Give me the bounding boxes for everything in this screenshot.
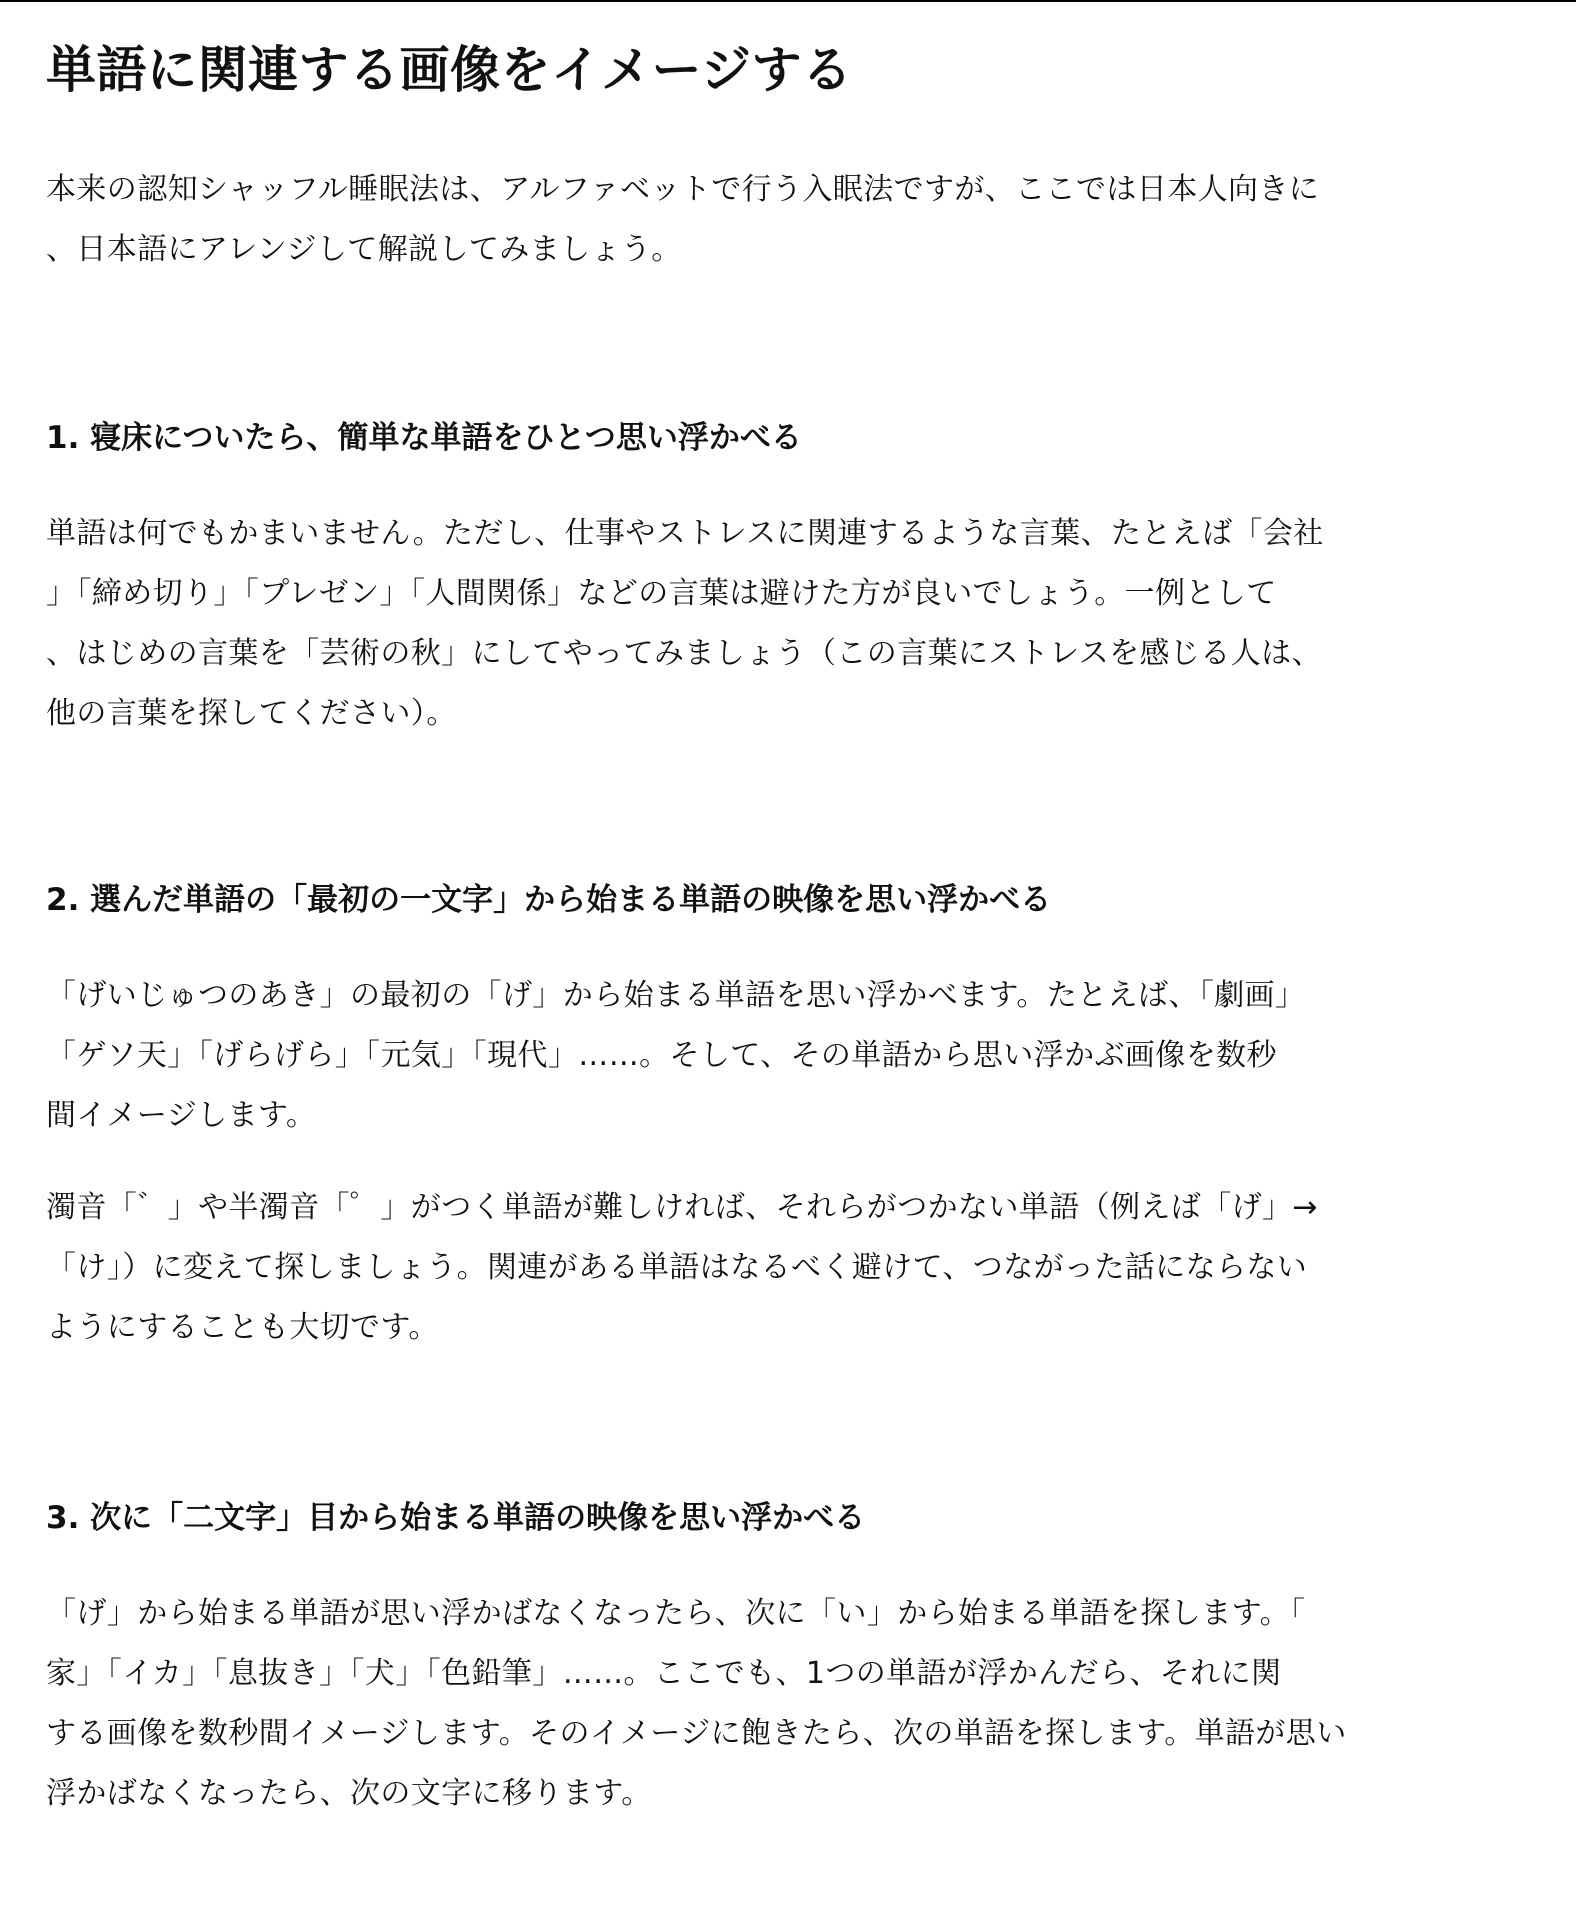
text-line: 単語は何でもかまいません。ただし、仕事やストレスに関連するような言葉、たとえば「会社 <box>46 516 1324 551</box>
text-line: 」「締め切り」「プレゼン」「人間関係」などの言葉は避けた方が良いでしょう。一例として <box>46 576 1277 611</box>
step-1-heading: 1. 寝床についたら、簡単な単語をひとつ思い浮かべる <box>46 420 802 456</box>
text-line: 他の言葉を探してください）。 <box>46 696 457 731</box>
text-line: 「げいじゅつのあき」の最初の「げ」から始まる単語を思い浮かべます。たとえば、「劇画」 <box>46 978 1306 1013</box>
step-2-heading: 2. 選んだ単語の「最初の一文字」から始まる単語の映像を思い浮かべる <box>46 882 1052 918</box>
text-line: 「け」）に変えて探しましょう。関連がある単語はなるべく避けて、つながった話にならない <box>46 1250 1308 1285</box>
text-line: 「ゲソ天」「げらげら」「元気」「現代」……。そして、その単語から思い浮かぶ画像を数秒 <box>46 1038 1277 1073</box>
text-line: 、はじめの言葉を「芸術の秋」にしてやってみましょう（この言葉にストレスを感じる人は、 <box>46 636 1322 671</box>
text-line: 濁音「゛」や半濁音「゜」がつく単語が難しければ、それらがつかない単語（例えば「げ」→ <box>46 1190 1318 1225</box>
text-line: 間イメージします。 <box>46 1098 317 1133</box>
text-line: 本来の認知シャッフル睡眠法は、アルファベットで行う入眠法ですが、ここでは日本人向きに <box>46 172 1320 207</box>
step-1-paragraph <box>46 504 1506 744</box>
article <box>0 2 1576 1908</box>
step-2-paragraph-2 <box>46 1178 1506 1358</box>
text-line: 、日本語にアレンジして解説してみましょう。 <box>46 232 682 267</box>
step-3-paragraph <box>46 1584 1506 1824</box>
intro-paragraph <box>46 160 1506 280</box>
text-line: 浮かばなくなったら、次の文字に移ります。 <box>46 1776 652 1811</box>
step-3-heading: 3. 次に「二文字」目から始まる単語の映像を思い浮かべる <box>46 1500 866 1536</box>
text-line: 家」「イカ」「息抜き」「犬」「色鉛筆」……。ここでも、1つの単語が浮かんだら、それに関 <box>46 1656 1282 1691</box>
text-line: 「げ」から始まる単語が思い浮かばなくなったら、次に「い」から始まる単語を探します。「 <box>46 1596 1306 1631</box>
page-title: 単語に関連する画像をイメージする <box>46 41 853 99</box>
text-line: ようにすることも大切です。 <box>46 1310 439 1345</box>
step-2-paragraph-1 <box>46 966 1506 1146</box>
text-line: する画像を数秒間イメージします。そのイメージに飽きたら、次の単語を探します。単語が思い <box>46 1716 1347 1751</box>
